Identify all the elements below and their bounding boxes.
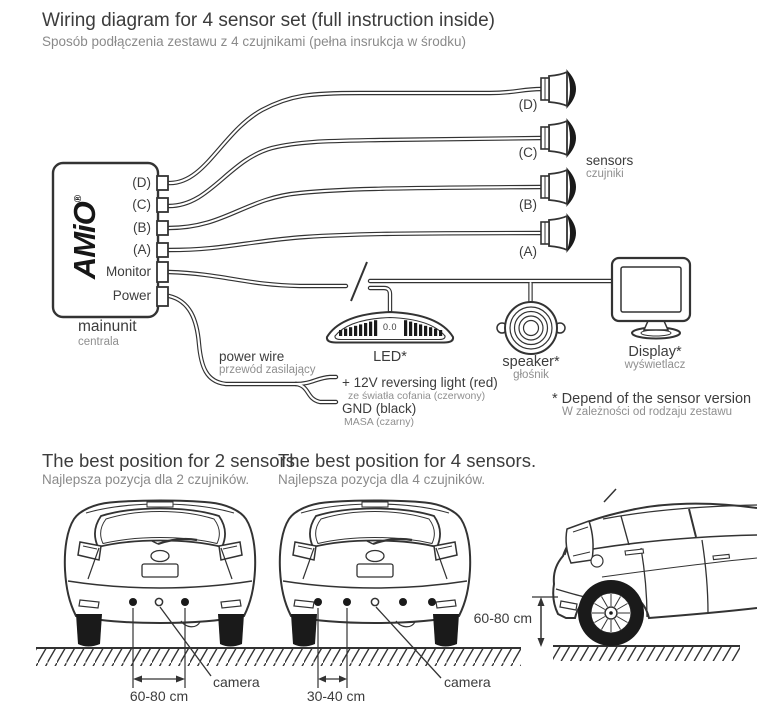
footnote: * Depend of the sensor version bbox=[552, 391, 752, 407]
sensor-label-a: (A) bbox=[519, 244, 537, 259]
power-wire-sublabel: przewód zasilający bbox=[219, 364, 316, 376]
registered-mark: ® bbox=[73, 194, 84, 203]
ground-hatch-left bbox=[36, 648, 521, 666]
wheel-icon bbox=[578, 580, 644, 646]
display-sublabel: wyświetlacz bbox=[624, 359, 686, 371]
position-2-title: The best position for 2 sensors. bbox=[42, 450, 301, 471]
position-2-subtitle: Najlepsza pozycja dla 2 czujników. bbox=[42, 472, 250, 487]
led-label: LED* bbox=[373, 349, 407, 365]
amio-logo bbox=[61, 177, 102, 297]
sensors-label: sensors bbox=[586, 153, 634, 168]
wire-break-icon bbox=[351, 262, 367, 301]
sensor-label-c: (C) bbox=[518, 145, 538, 160]
ground-wire-label: GND (black) bbox=[342, 401, 417, 416]
ground-wire-sublabel: MASA (czarny) bbox=[344, 416, 415, 428]
port-label-a: (A) bbox=[133, 242, 151, 257]
speaker-sublabel: głośnik bbox=[513, 369, 549, 381]
port-label-monitor: Monitor bbox=[105, 264, 151, 279]
port-label-power: Power bbox=[112, 288, 151, 303]
camera-dot bbox=[155, 598, 162, 605]
power-wire-label: power wire bbox=[219, 349, 285, 364]
port-label-c: (C) bbox=[132, 197, 151, 212]
port-label-b: (B) bbox=[133, 220, 151, 235]
car-side-view bbox=[553, 489, 757, 646]
camera-label-2: camera bbox=[213, 674, 260, 690]
positive-wire-sublabel: ze światła cofania (czerwony) bbox=[348, 390, 486, 402]
position-4-subtitle: Najlepsza pozycja dla 4 czujników. bbox=[278, 472, 486, 487]
sensor-label-d: (D) bbox=[518, 97, 538, 112]
mainunit-sublabel: centrala bbox=[78, 336, 119, 348]
speaker-label: speaker* bbox=[502, 354, 560, 370]
positive-wire-label: + 12V reversing light (red) bbox=[342, 375, 498, 390]
car-rear-2-sensors bbox=[65, 501, 255, 647]
page-title: Wiring diagram for 4 sensor set (full instruction inside) bbox=[42, 10, 496, 31]
position-4-title: The best position for 4 sensors. bbox=[278, 450, 537, 471]
camera-label-4: camera bbox=[444, 674, 491, 690]
display-label: Display* bbox=[628, 344, 682, 360]
mainunit-label: mainunit bbox=[78, 318, 137, 335]
height-label: 60-80 cm bbox=[473, 610, 532, 626]
monitor-display-icon bbox=[612, 258, 690, 339]
speaker-icon bbox=[497, 302, 565, 354]
footnote-sublabel: W zależności od rodzaju zestawu bbox=[562, 406, 733, 418]
ground-hatch-right bbox=[553, 646, 740, 661]
car-rear-4-sensors bbox=[280, 501, 470, 647]
page-subtitle: Sposób podłączenia zestawu z 4 czujnikami (pełna insrukcja w środku) bbox=[42, 34, 466, 49]
amio-logo-text: AMiO bbox=[67, 202, 102, 280]
led-value: 0.0 bbox=[382, 322, 397, 332]
sensors-sublabel: czujniki bbox=[586, 168, 624, 180]
sensor-label-b: (B) bbox=[519, 197, 537, 212]
distance-label-2: 60-80 cm bbox=[129, 688, 189, 704]
distance-label-4: 30-40 cm bbox=[306, 688, 366, 704]
port-label-d: (D) bbox=[132, 175, 151, 190]
camera-dot bbox=[371, 598, 378, 605]
